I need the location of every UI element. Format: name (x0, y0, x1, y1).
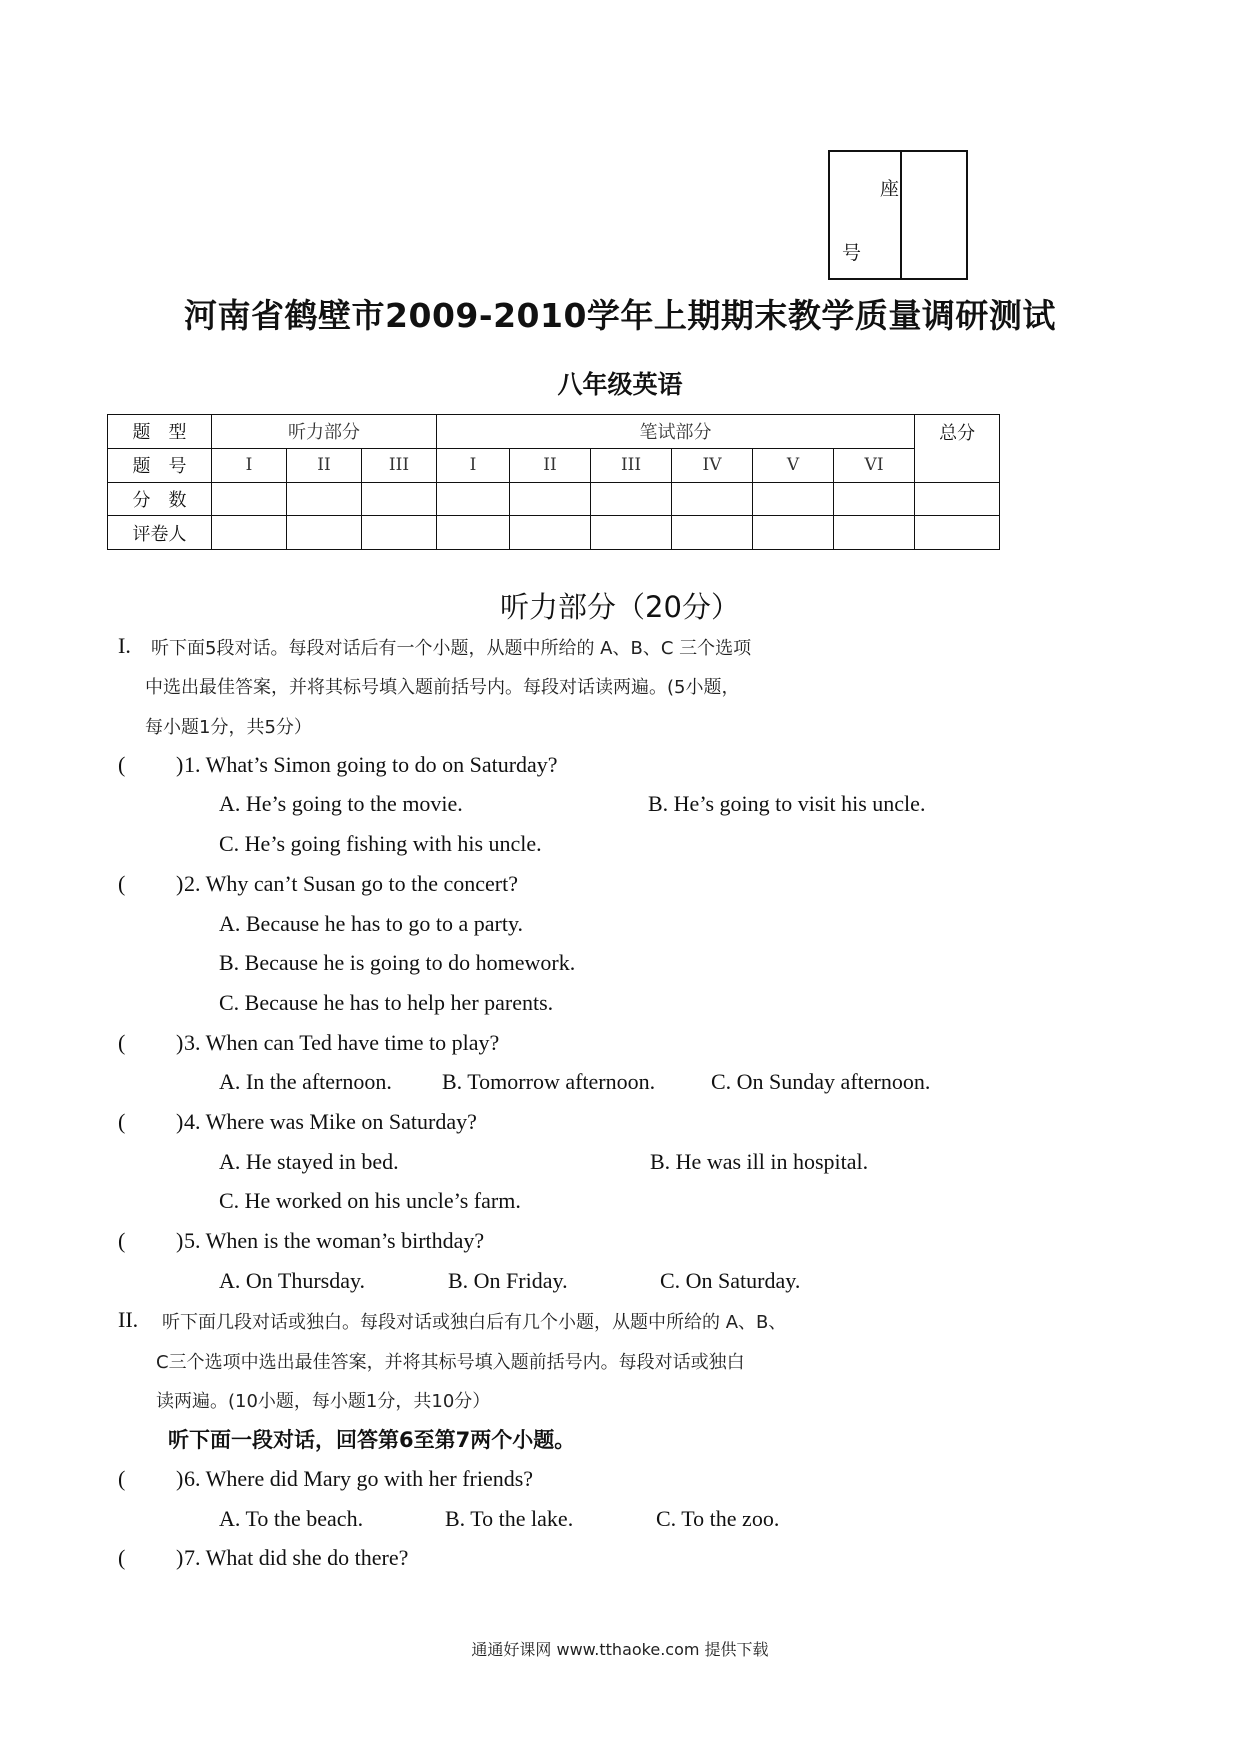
written-number: I (437, 448, 510, 482)
written-number: II (510, 448, 591, 482)
part1-instruction-line: 听下面5段对话。每段对话后有一个小题，从题中所给的 A、B、C 三个选项 (151, 638, 752, 659)
question-text: 5. When is the woman’s birthday? (184, 1228, 485, 1253)
score-cell[interactable] (212, 482, 287, 516)
exam-subtitle: 八年级英语 (557, 370, 683, 399)
listening-number: I (212, 448, 287, 482)
option-text: B. He’s going to visit his uncle. (648, 791, 926, 816)
score-cell[interactable] (287, 482, 362, 516)
page-footer: 通通好课网 www.tthaoke.com 提供下载 (471, 1640, 769, 1659)
exam-title: 河南省鹤壁市2009-2010学年上期期末教学质量调研测试 (184, 296, 1056, 335)
row-header-grader: 评卷人 (108, 516, 212, 550)
question-text: 2. Why can’t Susan go to the concert? (184, 871, 518, 896)
row-header-type: 题 型 (108, 415, 212, 449)
option-text: A. He stayed in bed. (219, 1149, 399, 1174)
row-header-score: 分 数 (108, 482, 212, 516)
answer-paren-close: ) (176, 1228, 184, 1253)
answer-paren-close: ) (176, 1030, 184, 1055)
total-header: 总分 (915, 415, 1000, 483)
listening-number: II (287, 448, 362, 482)
part1-label: I. (118, 633, 131, 658)
part2-instruction-line: 读两遍。(10小题，每小题1分，共10分） (156, 1391, 491, 1412)
answer-paren-open[interactable]: ( (118, 1228, 126, 1253)
written-number: IV (672, 448, 753, 482)
answer-paren-open[interactable]: ( (118, 1109, 126, 1134)
option-text: C. On Sunday afternoon. (711, 1069, 931, 1094)
table-row (108, 415, 1000, 449)
grader-cell[interactable] (753, 516, 834, 550)
grader-cell[interactable] (437, 516, 510, 550)
total-score-cell[interactable] (915, 482, 1000, 516)
score-cell[interactable] (672, 482, 753, 516)
answer-paren-close: ) (176, 1109, 184, 1134)
answer-paren-open[interactable]: ( (118, 1466, 126, 1491)
grader-cell[interactable] (510, 516, 591, 550)
part2-instruction-line: 听下面几段对话或独白。每段对话或独白后有几个小题，从题中所给的 A、B、 (162, 1312, 787, 1333)
question-text: 1. What’s Simon going to do on Saturday? (184, 752, 558, 777)
question-text: 3. When can Ted have time to play? (184, 1030, 500, 1055)
grader-cell[interactable] (287, 516, 362, 550)
option-text: C. He’s going fishing with his uncle. (219, 831, 542, 856)
listening-section-title: 听力部分（20分） (500, 590, 740, 624)
score-cell[interactable] (362, 482, 437, 516)
answer-paren-close: ) (176, 1466, 184, 1491)
score-cell[interactable] (510, 482, 591, 516)
part2-instruction-line: C三个选项中选出最佳答案，并将其标号填入题前括号内。每段对话或独白 (156, 1352, 745, 1373)
option-text: C. On Saturday. (660, 1268, 801, 1293)
grader-cell[interactable] (591, 516, 672, 550)
question-text: 4. Where was Mike on Saturday? (184, 1109, 477, 1134)
listening-number: III (362, 448, 437, 482)
option-text: A. Because he has to go to a party. (219, 911, 524, 936)
option-text: A. In the afternoon. (219, 1069, 392, 1094)
option-text: A. He’s going to the movie. (219, 791, 463, 816)
part1-instruction-line: 中选出最佳答案，并将其标号填入题前括号内。每段对话读两遍。(5小题， (145, 677, 740, 698)
answer-paren-close: ) (176, 752, 184, 777)
grader-cell[interactable] (362, 516, 437, 550)
grader-cell[interactable] (212, 516, 287, 550)
seat-label-char-1: 座 (880, 178, 900, 200)
option-text: C. He worked on his uncle’s farm. (219, 1188, 521, 1213)
question-text: 6. Where did Mary go with her friends? (184, 1466, 534, 1491)
part2-label: II. (118, 1307, 139, 1332)
seat-label-char-2: 号 (842, 242, 862, 264)
row-header-number: 题 号 (108, 448, 212, 482)
option-text: B. To the lake. (445, 1506, 574, 1531)
part1-instruction-line: 每小题1分，共5分） (145, 717, 312, 738)
answer-paren-close: ) (176, 871, 184, 896)
option-text: C. To the zoo. (656, 1506, 780, 1531)
listening-header: 听力部分 (212, 415, 437, 449)
seat-number-box (828, 150, 968, 280)
score-cell[interactable] (834, 482, 915, 516)
question-text: 7. What did she do there? (184, 1545, 409, 1570)
answer-paren-open[interactable]: ( (118, 752, 126, 777)
written-number: V (753, 448, 834, 482)
written-header: 笔试部分 (437, 415, 915, 449)
score-cell[interactable] (591, 482, 672, 516)
grader-cell[interactable] (672, 516, 753, 550)
answer-paren-open[interactable]: ( (118, 1030, 126, 1055)
option-text: B. Because he is going to do homework. (219, 950, 576, 975)
answer-paren-open[interactable]: ( (118, 871, 126, 896)
grader-cell[interactable] (915, 516, 1000, 550)
option-text: C. Because he has to help her parents. (219, 990, 554, 1015)
table-row (108, 516, 1000, 550)
grader-cell[interactable] (834, 516, 915, 550)
part2-sub-instruction: 听下面一段对话，回答第6至第7两个小题。 (168, 1428, 576, 1452)
option-text: B. On Friday. (448, 1268, 568, 1293)
option-text: A. On Thursday. (219, 1268, 366, 1293)
seat-box-divider (900, 152, 902, 278)
table-row (108, 482, 1000, 516)
table-row (108, 448, 1000, 482)
answer-paren-close: ) (176, 1545, 184, 1570)
score-cell[interactable] (437, 482, 510, 516)
option-text: B. Tomorrow afternoon. (442, 1069, 656, 1094)
score-cell[interactable] (753, 482, 834, 516)
answer-paren-open[interactable]: ( (118, 1545, 126, 1570)
score-table (107, 414, 1000, 550)
option-text: B. He was ill in hospital. (650, 1149, 869, 1174)
written-number: VI (834, 448, 915, 482)
option-text: A. To the beach. (219, 1506, 364, 1531)
written-number: III (591, 448, 672, 482)
